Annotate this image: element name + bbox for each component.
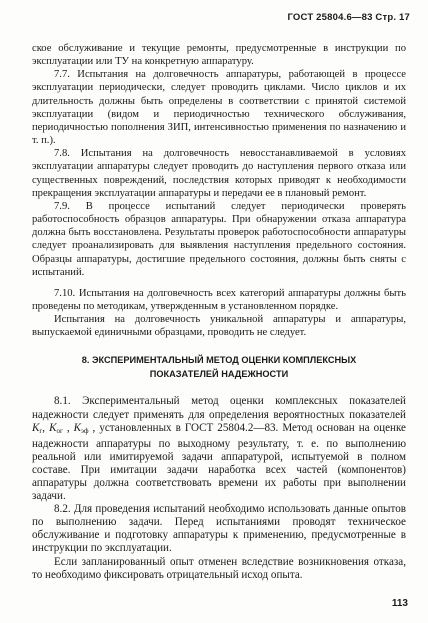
symbol-k-ef: [74, 422, 89, 434]
section-heading: [32, 353, 406, 381]
symbol-k-ef-letter: K: [73, 421, 82, 434]
paragraph-8-1: [32, 395, 406, 503]
paragraph-gap: [32, 279, 406, 287]
paragraph-8-1-intro: 8.1. Экспериментальный метод оценки комплексных показателей надежности следует применять для определения вероятностных показателей: [32, 395, 406, 421]
paragraph-8-2-note: Если запланированный опыт отменен вследствие возникновения отказа, то необходимо фиксировать отрицательный исход опыта.: [32, 555, 406, 581]
symbol-k-og: [49, 422, 63, 434]
paragraph-continuation: ское обслуживание и текущие ремонты, предусмотренные в инструкции по эксплуатации или ТУ на конкретную аппаратуру.: [32, 43, 406, 68]
section-heading-line-1: 8. ЭКСПЕРИМЕНТАЛЬНЫЙ МЕТОД ОЦЕНКИ КОМПЛЕКСНЫХ: [81, 355, 357, 366]
paragraph-7-7: 7.7. Испытания на долговечность аппаратуры, работающей в процессе эксплуатации периодически, следует проводить циклами. Число циклов и их длительность должны быть определены в соответствии с принятой системой эксплуатации (видом и периодичностью технического обслуживания, периодичностью пополнения ЗИП, интенсивностью применения по назначению и т. п.).: [32, 69, 406, 147]
symbol-k-g-letter: K: [32, 421, 40, 434]
page-header: ГОСТ 25804.6—83 Стр. 17: [287, 12, 410, 23]
symbol-k-g-subscript: г: [39, 426, 43, 435]
paragraph-7-9: 7.9. В процессе испытаний следует периодически проверять работоспособность образцов аппаратуры. При обнаружении отказа аппаратура должна быть восстановлена. Результаты проверок работоспособности аппаратуры следует проанализировать для выявления наступления предельного состояния. Образцы аппаратуры, достигшие предельного состояния, должны быть сняты с испытаний.: [32, 200, 406, 278]
section-heading-line-2: ПОКАЗАТЕЛЕЙ НАДЕЖНОСТИ: [149, 369, 289, 380]
symbol-k-og-letter: K: [49, 421, 57, 434]
document-body: [32, 42, 406, 582]
symbol-separator-1: ,: [42, 421, 50, 434]
paragraph-7-10: 7.10. Испытания на долговечность всех категорий аппаратуры должны быть проведены по методикам, утвержденным в установленном порядке.: [32, 287, 406, 312]
paragraph-8-1-rest: , установленных в ГОСТ 25804.2—83. Метод основан на оценке надежности аппаратуры по выходному результату, т. е. по выполнению реальной или имитируемой задачи аппаратурой, испытуемой в полном составе. При имитации задачи наработка всех частей (компонентов) аппаратуры должна соответствовать времени их работы при выполнении задачи.: [32, 421, 406, 503]
paragraph-8-2: 8.2. Для проведения испытаний необходимо использовать данные опытов по выполнению задачи. Перед испытаниями проводят техническое обслуживание и подготовку аппаратуры к применению, предусмотренные в инструкции по эксплуатации.: [32, 503, 406, 555]
page-number: 113: [391, 598, 408, 609]
symbol-k-ef-subscript: эф: [81, 426, 89, 435]
paragraph-7-10-note: Испытания на долговечность уникальной аппаратуры и аппаратуры, выпускаемой единичными образцами, проводить не следует.: [32, 314, 406, 339]
symbol-k-og-subscript: ог: [56, 426, 63, 435]
symbol-k-g: [32, 422, 42, 434]
paragraph-7-8: 7.8. Испытания на долговечность невосстанавливаемой в условиях эксплуатации аппаратуры следует проводить до наступления первого отказа или существенных повреждений, последствия которых приводят к необходимости прекращения эксплуатации аппаратуры и передачи ее в плановый ремонт.: [32, 148, 406, 199]
symbol-separator-2: ,: [62, 421, 74, 434]
